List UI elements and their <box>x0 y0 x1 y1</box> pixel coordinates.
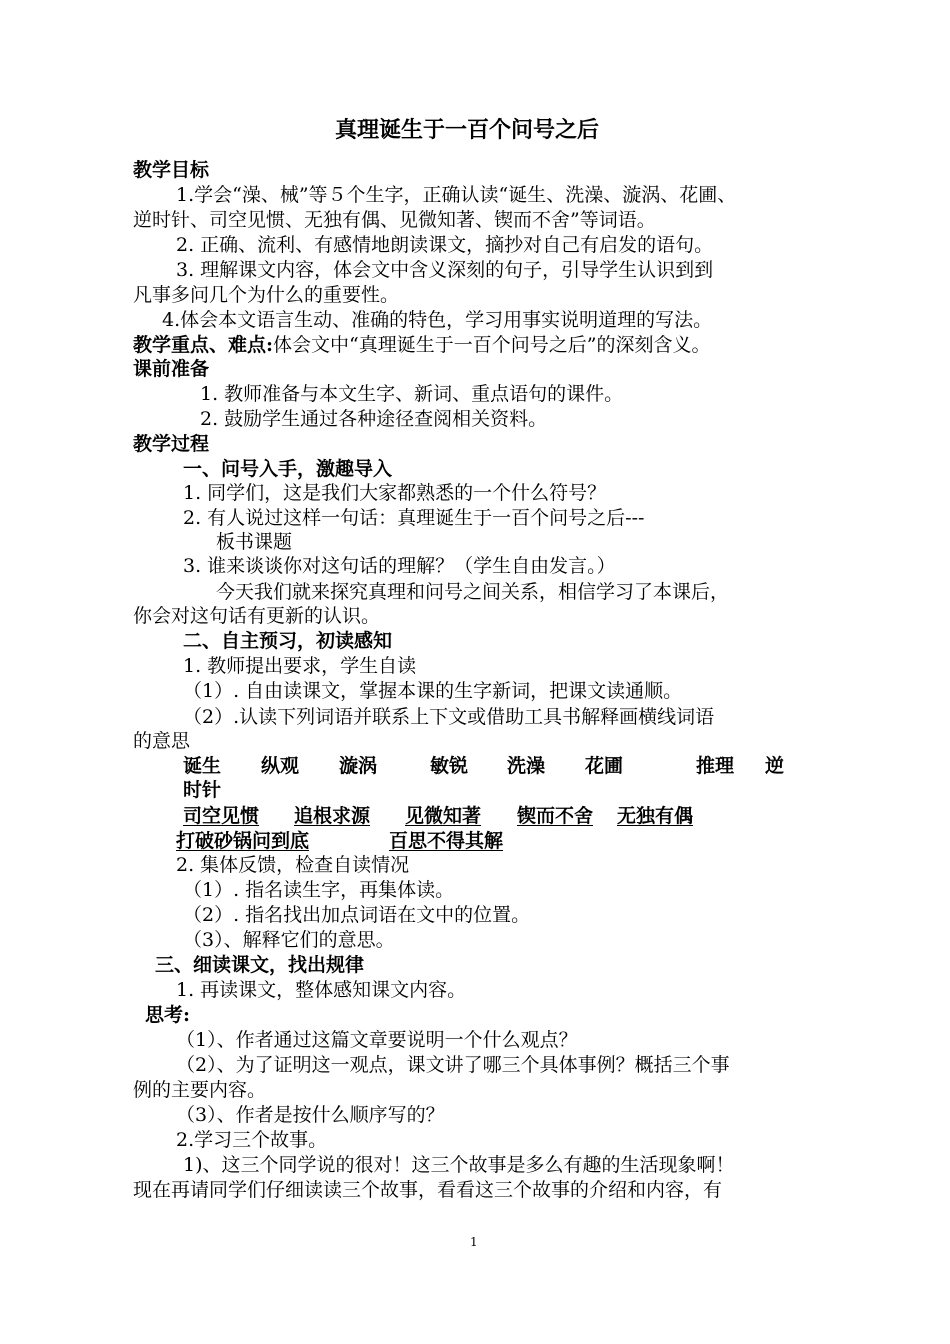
section-2-line-3: （2）.认读下列词语并联系上下文或借助工具书解释画横线词语 <box>183 706 715 728</box>
section-1-line-6: 你会对这句话有更新的认识。 <box>133 605 381 627</box>
question-1: （1）、作者通过这篇文章要说明一个什么观点？ <box>176 1029 578 1051</box>
word-item: 漩涡 <box>339 755 378 777</box>
process-heading: 教学过程 <box>133 433 210 455</box>
section-3-line-2: 2.学习三个故事。 <box>176 1129 328 1151</box>
question-2-line-2: 例的主要内容。 <box>133 1079 267 1101</box>
underlined-word: 百思不得其解 <box>389 830 504 852</box>
objective-4: 4.体会本文语言生动、准确的特色，学习用事实说明道理的写法。 <box>162 309 713 331</box>
key-points <box>133 333 710 357</box>
section-1-line-2: 2. 有人说过这样一句话：真理诞生于一百个问号之后--- <box>183 507 645 529</box>
page-number: 1 <box>470 1235 478 1249</box>
objective-1-line-2: 逆时针、司空见惯、无独有偶、见微知著、锲而不舍”等词语。 <box>133 209 656 231</box>
objective-3-line-2: 凡事多问几个为什么的重要性。 <box>133 284 400 306</box>
section-2-line-6: （1）. 指名读生字，再集体读。 <box>183 879 455 901</box>
underlined-word: 打破砂锅问到底 <box>176 830 310 852</box>
think-label: 思考: <box>145 1004 191 1026</box>
objectives-heading: 教学目标 <box>133 159 210 181</box>
question-3: （3）、作者是按什么顺序写的？ <box>176 1104 445 1126</box>
underlined-word: 锲而不舍 <box>517 805 594 827</box>
section-3-line-1: 1. 再读课文，整体感知课文内容。 <box>176 979 467 1001</box>
section-3-line-3: 1)、这三个同学说的很对！这三个故事是多么有趣的生活现象啊！ <box>183 1154 735 1176</box>
underlined-word: 司空见惯 <box>183 805 260 827</box>
preparation-item-2: 2. 鼓励学生通过各种途径查阅相关资料。 <box>200 408 548 430</box>
question-2-line-1: （2）、为了证明这一观点，课文讲了哪三个具体事例？概括三个事 <box>176 1054 730 1076</box>
underlined-word: 无独有偶 <box>617 805 694 827</box>
word-item: 诞生 <box>183 755 222 777</box>
preparation-item-1: 1. 教师准备与本文生字、新词、重点语句的课件。 <box>200 383 624 405</box>
word-item: 洗澡 <box>507 755 546 777</box>
section-2-line-5: 2. 集体反馈，检查自读情况 <box>176 854 410 876</box>
section-2-line-2: （1）. 自由读课文，掌握本课的生字新词，把课文读通顺。 <box>183 680 683 702</box>
section-3-heading: 三、细读课文，找出规律 <box>155 954 365 976</box>
section-1-line-4: 3. 谁来谈谈你对这句话的理解？（学生自由发言。） <box>183 555 616 577</box>
section-2-line-7: （2）. 指名找出加点词语在文中的位置。 <box>183 904 531 926</box>
section-3-line-4: 现在再请同学们仔细读读三个故事，看看这三个故事的介绍和内容，有 <box>133 1179 723 1201</box>
word-item: 推理 <box>696 755 735 777</box>
word-item: 逆 <box>765 755 785 777</box>
section-2-line-4: 的意思 <box>133 730 191 752</box>
word-item: 纵观 <box>261 755 300 777</box>
section-2-line-1: 1. 教师提出要求，学生自读 <box>183 655 417 677</box>
underlined-word: 见微知著 <box>405 805 482 827</box>
section-1-line-1: 1. 同学们，这是我们大家都熟悉的一个什么符号？ <box>183 482 607 504</box>
word-item: 花圃 <box>585 755 624 777</box>
section-2-line-8: （3）、解释它们的意思。 <box>183 929 395 951</box>
key-points-text: 体会文中“真理诞生于一百个问号之后”的深刻含义。 <box>273 334 711 356</box>
section-1-line-3: 板书课题 <box>216 531 293 553</box>
word-item: 敏锐 <box>430 755 469 777</box>
objective-1-line-1: 1.学会“澡、械”等５个生字，正确认读“诞生、洗澡、漩涡、花圃、 <box>176 184 737 206</box>
key-points-label: 教学重点、难点: <box>133 334 274 356</box>
section-1-heading: 一、问号入手，激趣导入 <box>183 458 393 480</box>
objective-2: 2. 正确、流利、有感情地朗读课文，摘抄对自己有启发的语句。 <box>176 234 714 256</box>
word-item: 时针 <box>183 779 222 801</box>
section-1-line-5: 今天我们就来探究真理和问号之间关系，相信学习了本课后， <box>216 581 730 603</box>
preparation-heading: 课前准备 <box>133 358 210 380</box>
section-2-heading: 二、自主预习，初读感知 <box>183 630 393 652</box>
page-title: 真理诞生于一百个问号之后 <box>335 117 600 143</box>
underlined-word: 追根求源 <box>294 805 371 827</box>
objective-3-line-1: 3. 理解课文内容，体会文中含义深刻的句子，引导学生认识到到 <box>176 259 714 281</box>
